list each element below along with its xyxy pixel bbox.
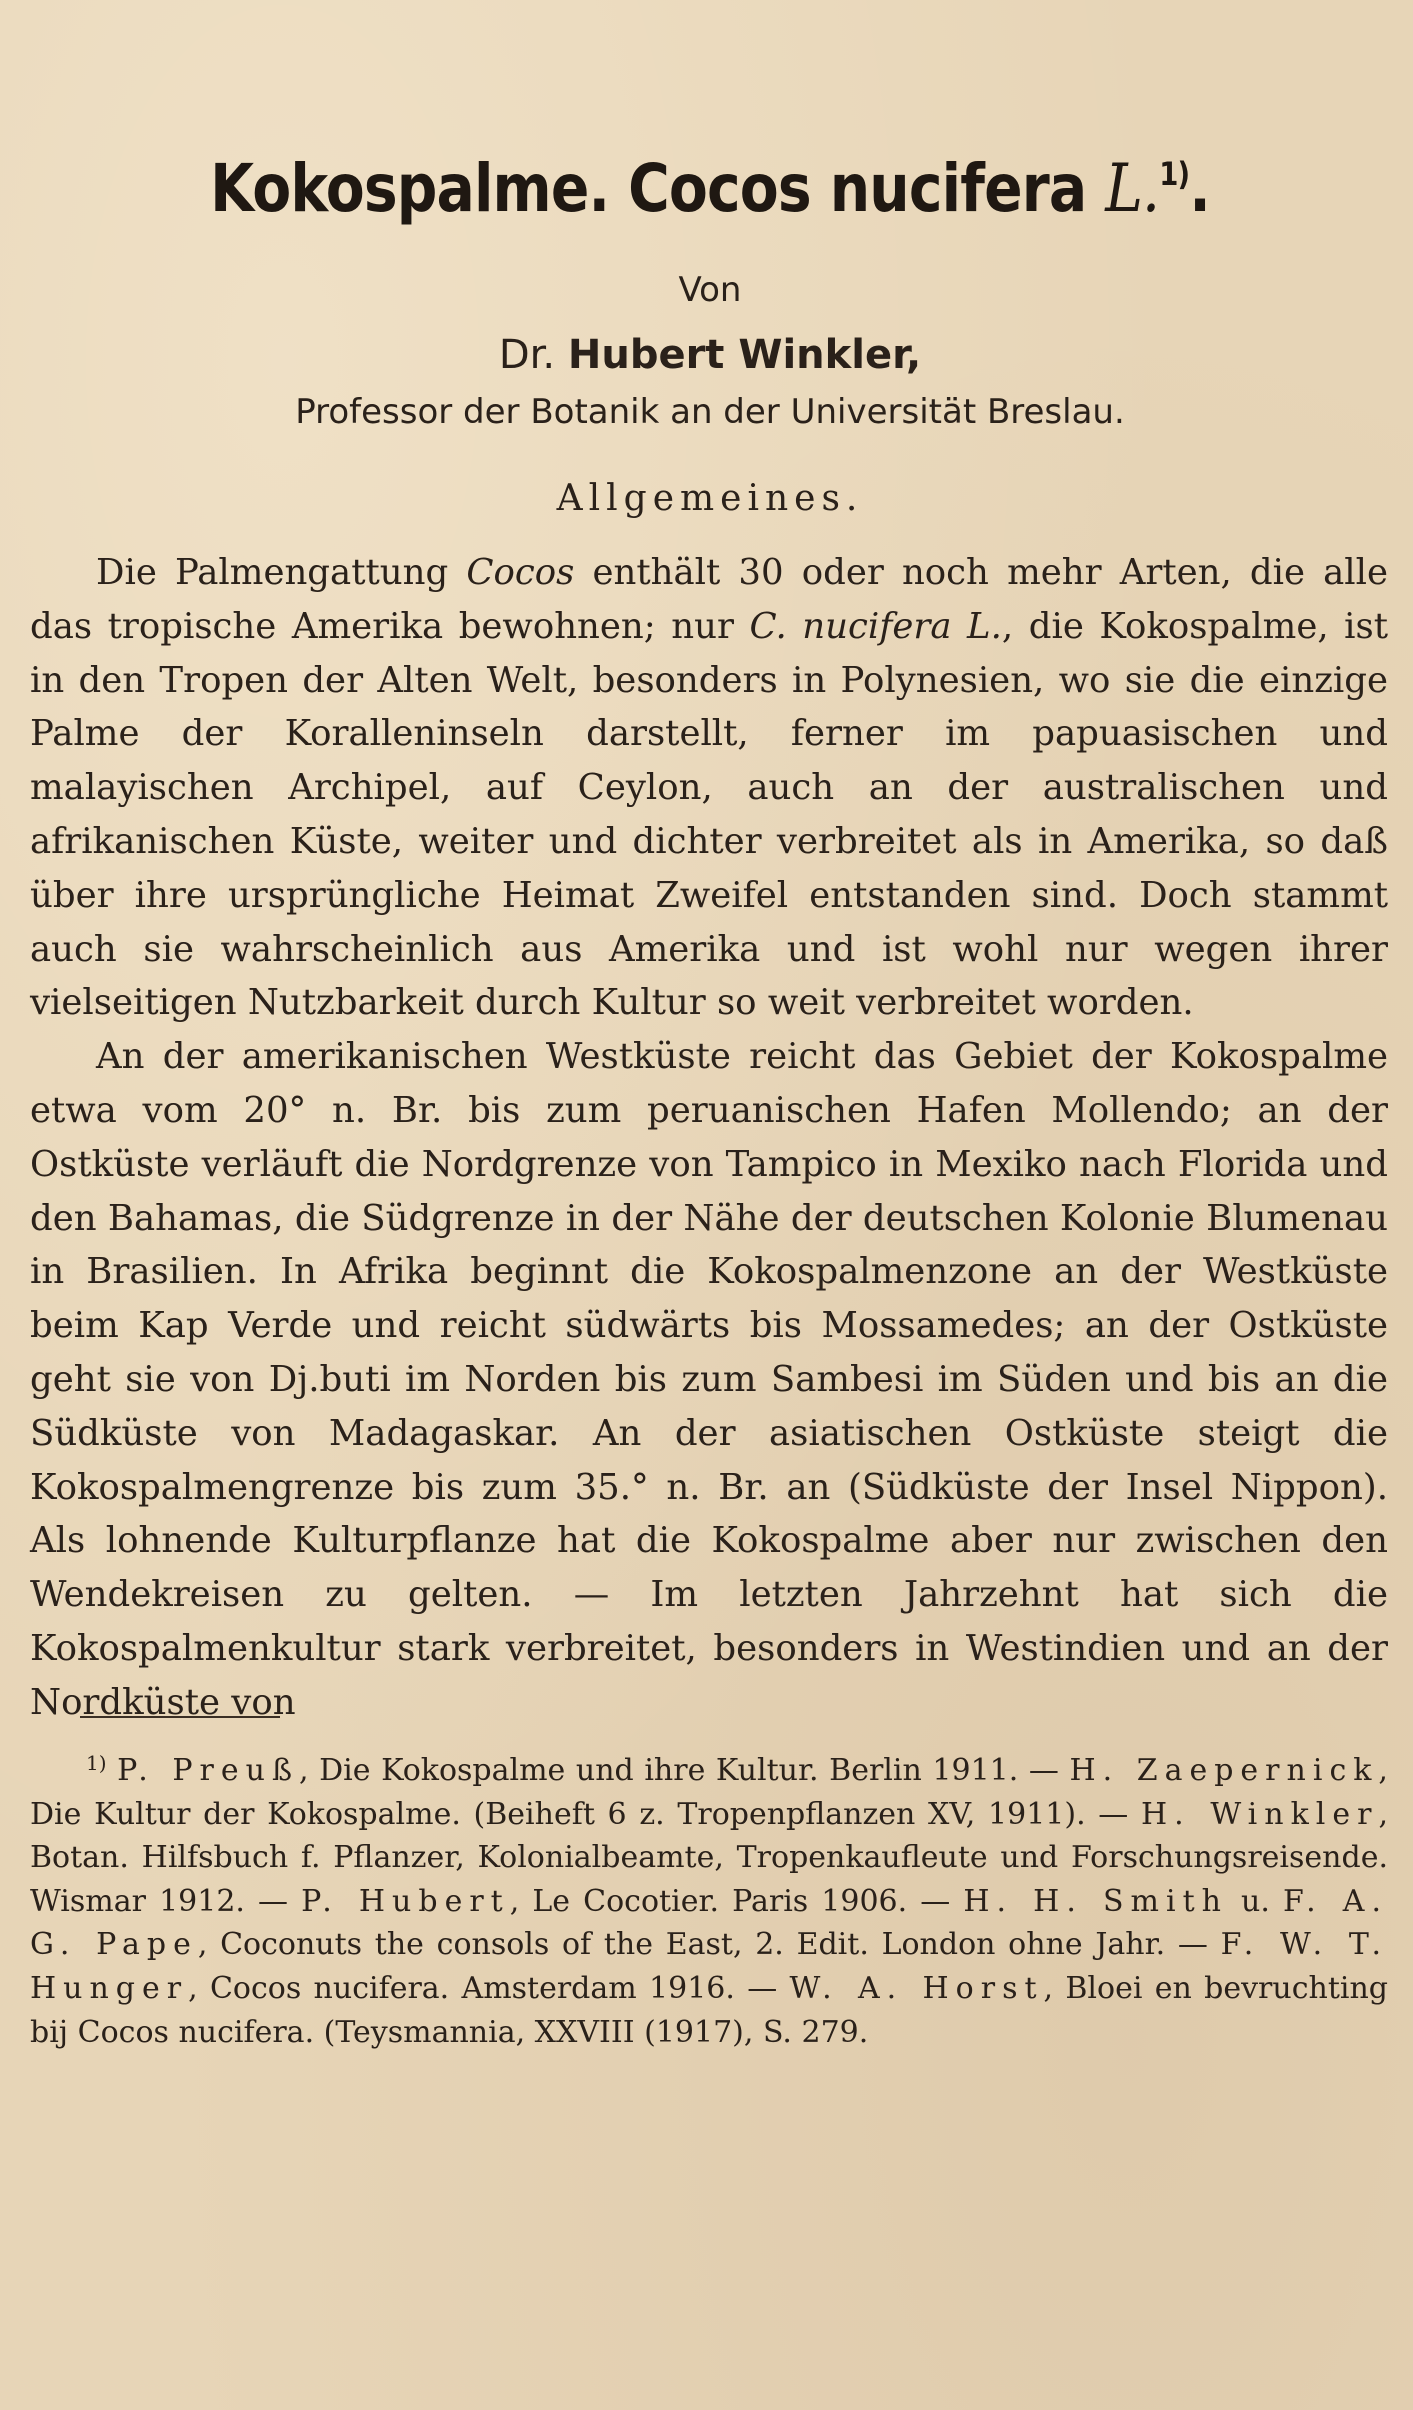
footnote-text-4: , Le Cocotier. Paris 1906. — bbox=[509, 1883, 964, 1919]
genus-name-italic: Cocos bbox=[466, 552, 575, 593]
footnote-author-8: W. A. Horst bbox=[789, 1970, 1044, 2006]
footnote-text bbox=[30, 1742, 1388, 2054]
footnote-text-7: , Cocos nucifera. Amsterdam 1916. — bbox=[188, 1970, 790, 2006]
author-prefix: Dr. bbox=[498, 332, 556, 378]
author-affiliation: Professor der Botanik an der Universität Breslau. bbox=[295, 392, 1125, 432]
paragraph-1 bbox=[30, 546, 1388, 1030]
footnote-author-7: F. W. T. Hunger bbox=[30, 1927, 1389, 2006]
document-page bbox=[30, 0, 1390, 2410]
footnote-author-6: F. A. G. Pape bbox=[30, 1883, 1388, 1963]
article-title bbox=[125, 150, 1295, 227]
footnote-author-1: P. Preuß bbox=[117, 1753, 299, 1788]
footnote-divider bbox=[80, 1716, 280, 1718]
footnote-text-5: u. bbox=[1227, 1883, 1284, 1919]
body-text bbox=[30, 546, 1388, 1730]
footnote-text-6: , Coconuts the consols of the East, 2. Edit. London ohne Jahr. — bbox=[197, 1927, 1221, 1963]
footnote-author-5: H. H. Smith bbox=[963, 1883, 1228, 1919]
byline-von: Von bbox=[678, 270, 742, 310]
author-name: Hubert Winkler, bbox=[567, 332, 922, 378]
footnote-text-2: , Die Kultur der Kokospalme. (Beiheft 6 z. Tropenpflanzen XV, 1911). — bbox=[30, 1753, 1388, 1832]
footnote-text-1: , Die Kokospalme und ihre Kultur. Berlin 1911. — bbox=[299, 1753, 1070, 1788]
footnote-text-8: , Bloei en bevruchting bij Cocos nucifera. (Teysmannia, XXVIII (1917), S. 279. bbox=[30, 1970, 1389, 2050]
paragraph-1-part-3: , die Kokospalme, ist in den Tropen der Alten Welt, besonders in Polynesien, wo sie die einzige Palme der Koralleninseln darstellt, ferner im papuasischen und malayischen Archipel, auf Ceylon, auch an der australischen und afrikanischen Küste, weiter und dichter verbreitet als in Amerika, so daß über ihre ursprüngliche Heimat Zweifel entstanden sind. Doch stammt auch sie wahrscheinlich aus Amerika und ist wohl nur wegen ihrer vielseitigen Nutzbarkeit durch Kultur so weit verbreitet worden. bbox=[30, 605, 1388, 1024]
footnote-author-2: H. Zaepernick bbox=[1069, 1753, 1379, 1788]
paragraph-1-part-2: enthält 30 oder noch mehr Arten, die alle das tropische Amerika bewohnen; nur bbox=[30, 552, 1388, 647]
paragraph-1-part-1: Die Palmengattung bbox=[96, 552, 467, 593]
footnote-mark: 1) bbox=[86, 1751, 107, 1775]
author-line bbox=[30, 332, 1390, 378]
title-period: . bbox=[1189, 150, 1210, 227]
species-name-italic: C. nucifera L. bbox=[749, 605, 1002, 647]
paragraph-2: An der amerikanischen Westküste reicht das Gebiet der Kokospalme etwa vom 20° n. Br. bis zum peruanischen Hafen Mollendo; an der Ostküste verläuft die Nordgrenze von Tampico in Mexiko nach Florida und den Bahamas, die Südgrenze in der Nähe der deutschen Kolonie Blumenau in Brasilien. In Afrika beginnt die Kokospalmenzone an der Westküste beim Kap Verde und reicht südwärts bis Mossamedes; an der Ostküste geht sie von Dj.buti im Norden bis zum Sambesi im Süden und bis an die Südküste von Madagaskar. An der asiatischen Ostküste steigt die Kokospalmengrenze bis zum 35.° n. Br. an (Südküste der Insel Nippon). Als lohnende Kulturpflanze hat die Kokospalme aber nur zwischen den Wendekreisen zu gelten. — Im letzten Jahrzehnt hat sich die Kokospalmenkultur stark verbreitet, besonders in Westindien und an der Nordküste von bbox=[30, 1036, 1388, 1723]
footnote-text-3: , Botan. Hilfsbuch f. Pflanzer, Kolonialbeamte, Tropenkaufleute und Forschungsreisende. Wismar 1912. — bbox=[30, 1796, 1389, 1919]
title-footnote-mark[interactable]: 1) bbox=[1159, 155, 1190, 193]
footnote bbox=[30, 1742, 1388, 2054]
title-main: Kokospalme. Cocos nucifera bbox=[210, 150, 1087, 227]
footnote-author-4: P. Hubert bbox=[301, 1883, 510, 1919]
footnote-author-3: H. Winkler bbox=[1140, 1796, 1379, 1832]
title-author-abbrev: L. bbox=[1105, 150, 1160, 227]
section-heading: Allgemeines. bbox=[556, 478, 864, 519]
